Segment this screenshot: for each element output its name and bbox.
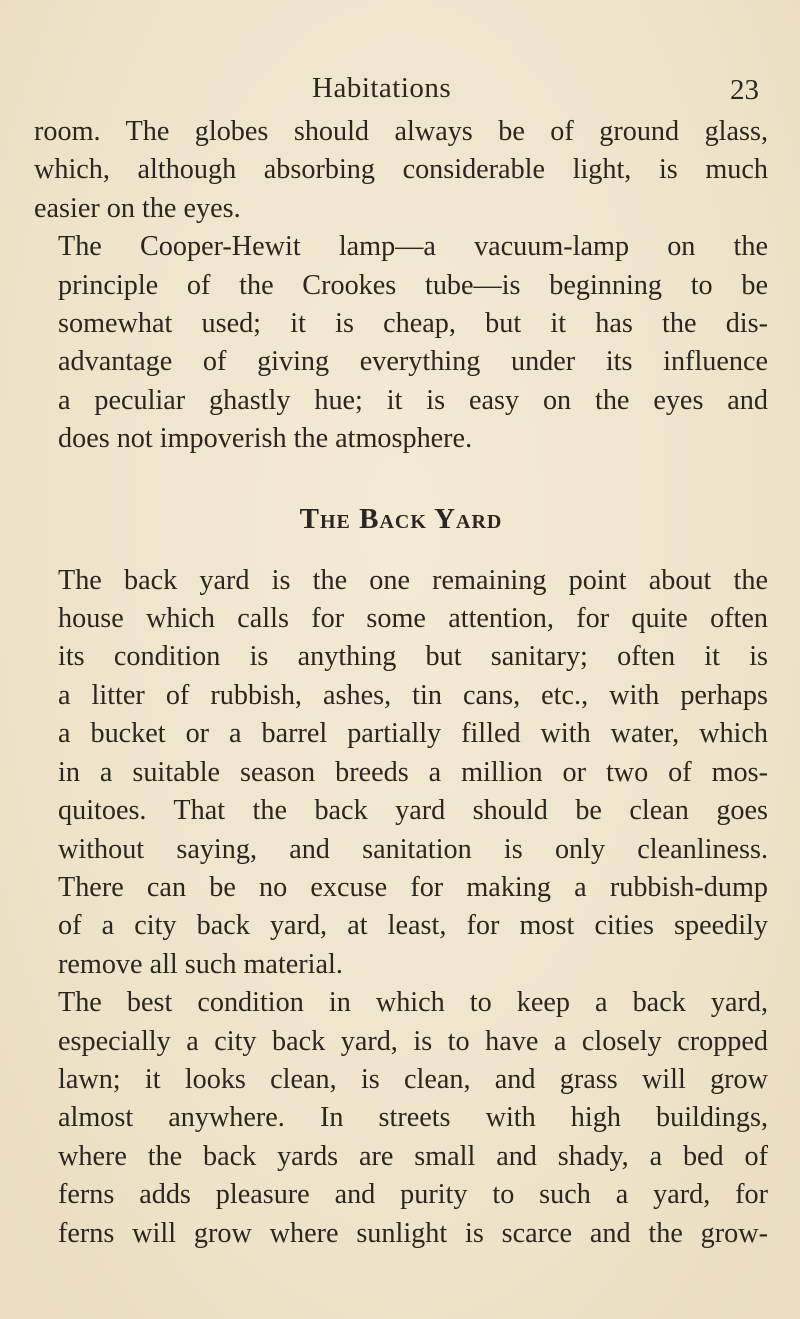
text-line: The best condition in which to keep a back yard, [58,987,768,1019]
text-line: where the back yards are small and shady, a bed of [58,1140,768,1172]
text-line: lawn; it looks clean, is clean, and grass will grow [58,1063,768,1095]
text-line: a bucket or a barrel partially filled with water, which [58,718,768,750]
running-head [0,72,800,112]
text-line: ferns adds pleasure and purity to such a yard, for [58,1179,768,1211]
text-line: a peculiar ghastly hue; it is easy on the eyes and [58,384,768,416]
text-line: house which calls for some attention, for quite often [58,603,768,635]
text-line: easier on the eyes. [34,192,241,224]
text-line: does not impoverish the atmosphere. [58,423,473,455]
section-heading: The Back Yard [299,502,503,535]
text-line: There can be no excuse for making a rubbish-dump [58,871,768,903]
page-number: 23 [730,74,759,106]
text-line: almost anywhere. In streets with high buildings, [58,1102,768,1134]
text-line: its condition is anything but sanitary; often it is [58,641,768,673]
text-line: room. The globes should always be of ground glass, [34,116,768,147]
running-title: Habitations [312,72,452,104]
text-line: of a city back yard, at least, for most cities speedily [58,910,768,942]
text-line: somewhat used; it is cheap, but it has the dis- [58,308,768,340]
paragraph-3 [34,562,768,984]
text-line: ferns will grow where sunlight is scarce and the grow- [58,1217,768,1249]
text-line: advantage of giving everything under its influence [58,346,768,378]
text-line: which, although absorbing considerable light, is much [34,154,768,186]
text-line: remove all such material. [58,948,343,980]
paragraph-4 [34,984,768,1253]
text-line: quitoes. That the back yard should be clean goes [58,795,768,827]
paragraph-1 [34,113,768,228]
text-line: The back yard is the one remaining point about the [58,564,768,596]
text-line: principle of the Crookes tube—is beginning to be [58,269,768,301]
text-line: a litter of rubbish, ashes, tin cans, etc., with perhaps [58,679,768,711]
text-line: The Cooper-Hewit lamp—a vacuum-lamp on the [58,231,768,263]
paragraph-2 [34,228,768,458]
text-line: in a suitable season breeds a million or two of mos- [58,756,768,788]
body-text [34,113,768,1253]
text-line: without saying, and sanitation is only cleanliness. [58,833,768,865]
text-line: especially a city back yard, is to have a closely cropped [58,1025,768,1057]
